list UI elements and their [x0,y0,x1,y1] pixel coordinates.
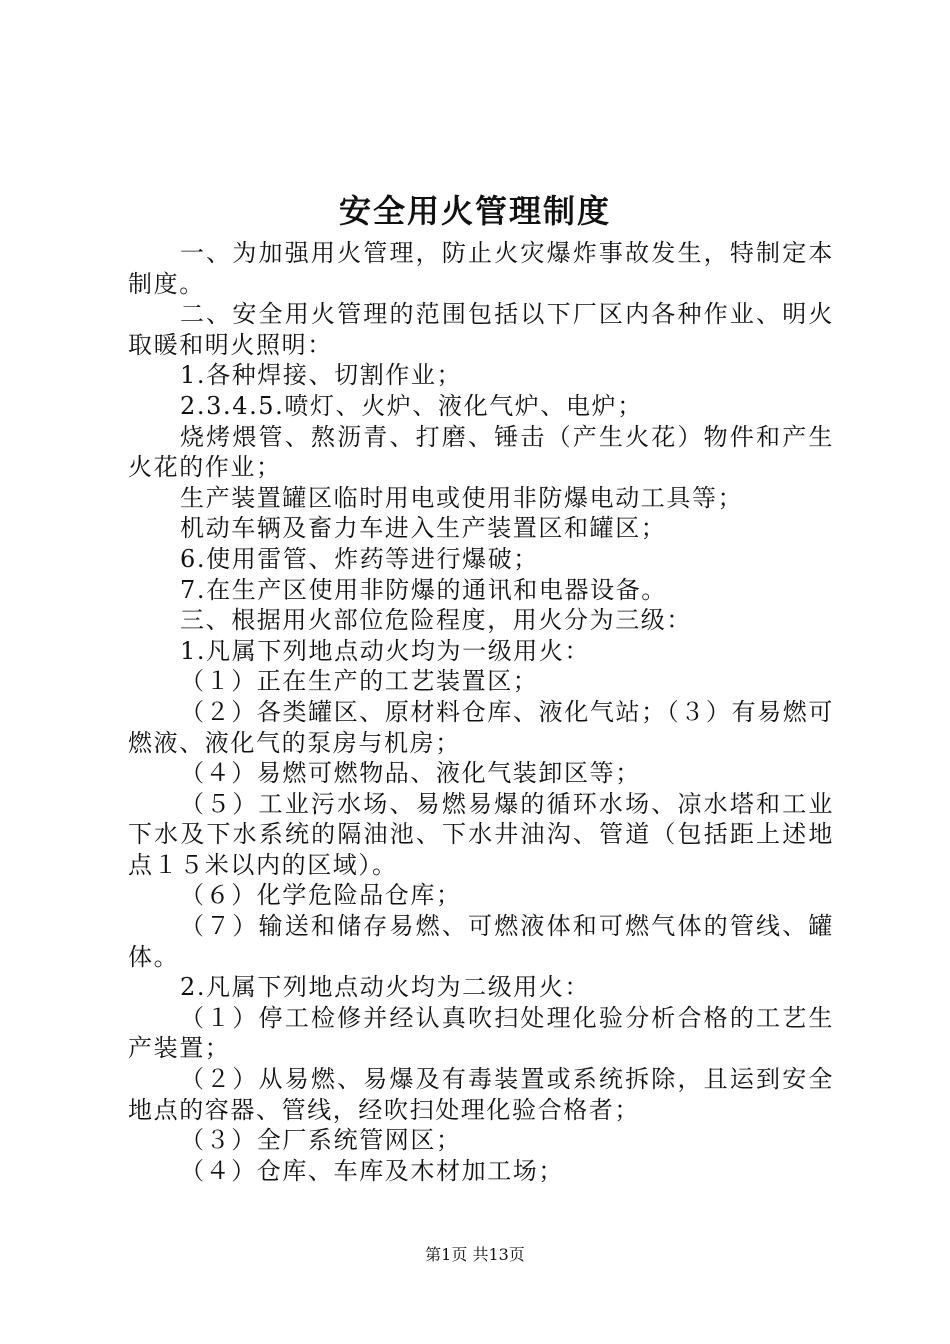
document-title: 安全用火管理制度 [338,192,611,230]
paragraph: （４）易燃可燃物品、液化气装卸区等； [180,759,641,788]
paragraph: 机动车辆及畜力车进入生产装置区和罐区； [180,514,667,543]
document-body [128,238,834,1186]
paragraph: （４）仓库、车库及木材加工场； [180,1156,564,1185]
paragraph: 一、为加强用火管理，防止火灾爆炸事故发生，特制定本制度。 [128,239,834,298]
paragraph: （１）正在生产的工艺装置区； [180,667,539,696]
paragraph: （２）各类罐区、原材料仓库、液化气站；（３）有易燃可燃液、液化气的泵房与机房； [128,697,834,757]
paragraph: 1.凡属下列地点动火均为一级用火： [180,636,591,665]
paragraph: （３）全厂系统管网区； [180,1126,462,1155]
paragraph: （５）工业污水场、易燃易爆的循环水场、凉水塔和工业下水及下水系统的隔油池、下水井油沟、管道（包括距上述地点１５米以内的区域）。 [128,789,834,879]
paragraph: 2.凡属下列地点动火均为二级用火： [180,973,591,1002]
paragraph: （６）化学危险品仓库； [180,881,462,910]
paragraph: 2.3.4.5.喷灯、火炉、液化气炉、电炉； [180,391,643,420]
page-footer: 第1页 共13页 [425,1245,525,1264]
paragraph: 烧烤煨管、熬沥青、打磨、锤击（产生火花）物件和产生火花的作业； [128,422,834,482]
paragraph: （７）输送和储存易燃、可燃液体和可燃气体的管线、罐体。 [128,912,834,971]
paragraph: 生产装置罐区临时用电或使用非防爆电动工具等； [180,483,744,512]
paragraph: 1.各种焊接、切割作业； [180,361,463,390]
paragraph: 二、安全用火管理的范围包括以下厂区内各种作业、明火取暖和明火照明： [128,300,834,359]
paragraph: （２）从易燃、易爆及有毒装置或系统拆除，且运到安全地点的容器、管线，经吹扫处理化验合格者； [128,1065,834,1124]
paragraph: （１）停工检修并经认真吹扫处理化验分析合格的工艺生产装置； [128,1003,834,1063]
paragraph: 三、根据用火部位危险程度，用火分为三级： [180,606,692,635]
paragraph: 7.在生产区使用非防爆的通讯和电器设备。 [180,575,667,604]
paragraph: 6.使用雷管、炸药等进行爆破； [180,544,539,573]
